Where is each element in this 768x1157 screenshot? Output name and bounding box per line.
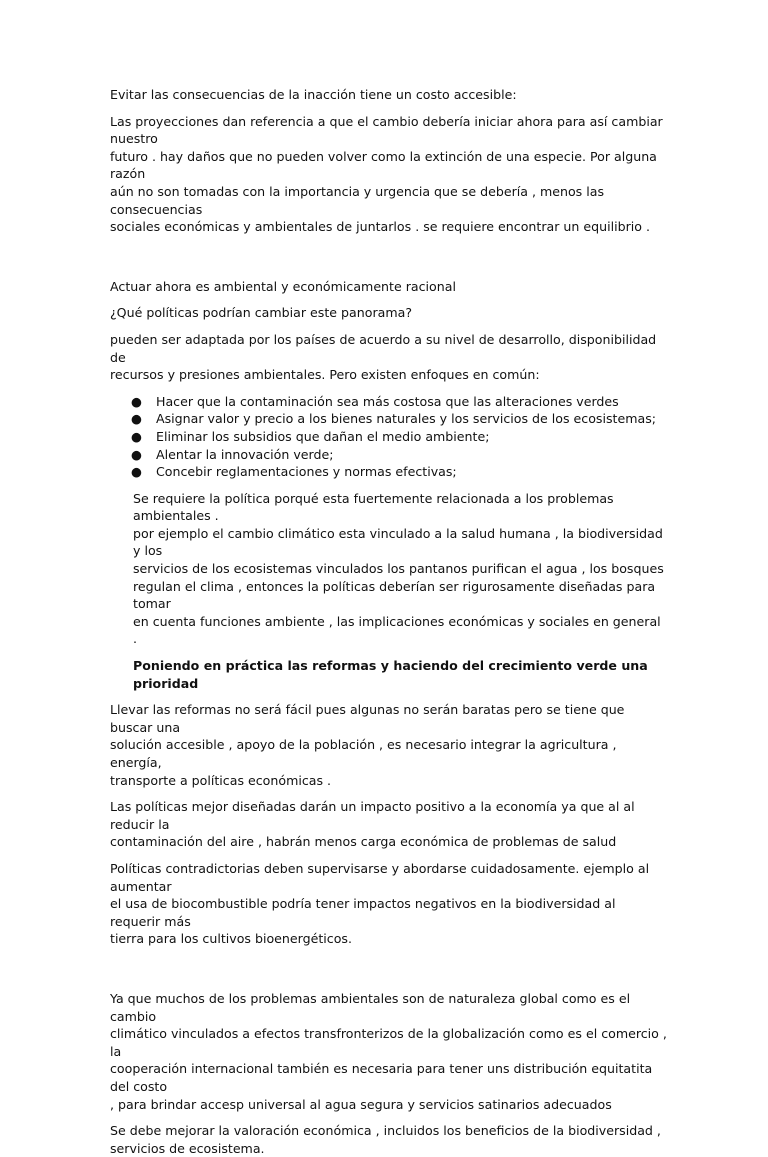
text-line: Llevar las reformas no será fácil pues algunas no serán baratas pero se tiene que buscar una: [110, 702, 625, 735]
text-line: Se debe mejorar la valoración económica , incluidos los beneficios de la biodiversidad ,: [110, 1123, 661, 1139]
paragraph-projections: [110, 113, 668, 236]
text-line: servicios de los ecosistemas vinculados los pantanos purifican el agua , los bosques: [133, 561, 664, 577]
paragraph-adaptation: [110, 331, 668, 384]
blank-space: [110, 948, 668, 990]
list-item: [110, 410, 668, 428]
bullet-icon: ●: [131, 393, 142, 409]
text-line: tierra para los cultivos bioenergéticos.: [110, 931, 352, 947]
list-item: [110, 463, 668, 481]
text-line: el usa de biocombustible podría tener impactos negativos en la biodiversidad al requerir más: [110, 896, 616, 929]
text-line: sociales económicas y ambientales de juntarlos . se requiere encontrar un equilibrio .: [110, 219, 650, 235]
text-line: aún no son tomadas con la importancia y urgencia que se debería , menos las consecuencias: [110, 183, 605, 217]
list-item-text: Alentar la innovación verde;: [156, 446, 334, 462]
list-item: [110, 428, 668, 446]
bullet-icon: ●: [131, 446, 142, 462]
text-line: climático vinculados a efectos transfronterizos de la globalización como es el comercio , la: [110, 1026, 667, 1059]
text-line: Ya que muchos de los problemas ambientales son de naturaleza global como es el cambio: [110, 990, 631, 1024]
list-item-text: Asignar valor y precio a los bienes naturales y los servicios de los ecosistemas;: [156, 411, 657, 427]
list-item-text: Concebir reglamentaciones y normas efectivas;: [156, 464, 457, 480]
text-line: servicios de ecosistema.: [110, 1140, 265, 1156]
paragraph-contradictory-policies: [110, 860, 668, 948]
list-item: [110, 446, 668, 464]
text-line: recursos y presiones ambientales. Pero existen enfoques en común:: [110, 367, 540, 383]
text-line: contaminación del aire , habrán menos carga económica de problemas de salud: [110, 834, 617, 850]
paragraph-better-policies: [110, 798, 668, 851]
list-item: [110, 393, 668, 411]
bullet-icon: ●: [131, 464, 142, 480]
text-line: en cuenta funciones ambiente , las implicaciones económicas y sociales en general .: [133, 613, 661, 647]
text-line: transporte a políticas económicas .: [110, 772, 332, 788]
bold-heading-green-growth: Poniendo en práctica las reformas y haciendo del crecimiento verde una prioridad: [133, 658, 648, 691]
bullet-icon: ●: [131, 428, 142, 444]
blank-space: [110, 236, 668, 278]
section-heading-act-now: Actuar ahora es ambiental y económicamente racional: [110, 278, 456, 294]
text-line: Políticas contradictorias deben supervisarse y abordarse cuidadosamente. ejemplo al aumentar: [110, 860, 650, 894]
text-line: cooperación internacional también es necesaria para tener uns distribución equitatita del costo: [110, 1061, 653, 1094]
policy-bullet-list: [110, 393, 668, 481]
paragraph-reforms: [110, 701, 668, 789]
text-line: solución accesible , apoyo de la población , es necesario integrar la agricultura , energía,: [110, 737, 617, 770]
text-line: pueden ser adaptada por los países de acuerdo a su nivel de desarrollo, disponibilidad de: [110, 331, 657, 365]
text-line: Las proyecciones dan referencia a que el cambio debería iniciar ahora para así cambiar nuestro: [110, 113, 663, 147]
list-item-text: Eliminar los subsidios que dañan el medio ambiente;: [156, 428, 490, 444]
text-line: Se requiere la política porqué esta fuertemente relacionada a los problemas ambientales .: [133, 490, 614, 524]
paragraph-economic-valuation: [110, 1122, 668, 1157]
text-line: futuro . hay daños que no pueden volver como la extinción de una especie. Por alguna razón: [110, 148, 657, 182]
bullet-icon: ●: [131, 411, 142, 427]
text-line: por ejemplo el cambio climático esta vinculado a la salud humana , la biodiversidad y los: [133, 525, 663, 559]
paragraph-global-cooperation: [110, 990, 668, 1113]
question-line: ¿Qué políticas podrían cambiar este panorama?: [110, 305, 413, 321]
section-heading-inaction: Evitar las consecuencias de la inacción tiene un costo accesible:: [110, 87, 517, 102]
text-line: , para brindar accesp universal al agua segura y servicios satinarios adecuados: [110, 1096, 612, 1112]
text-line: regulan el clima , entonces la políticas deberían ser rigurosamente diseñadas para tomar: [133, 578, 656, 612]
paragraph-policy-required: [133, 490, 668, 648]
text-line: Las políticas mejor diseñadas darán un impacto positivo a la economía ya que al al reducir la: [110, 799, 635, 832]
list-item-text: Hacer que la contaminación sea más costosa que las alteraciones verdes: [156, 393, 619, 409]
